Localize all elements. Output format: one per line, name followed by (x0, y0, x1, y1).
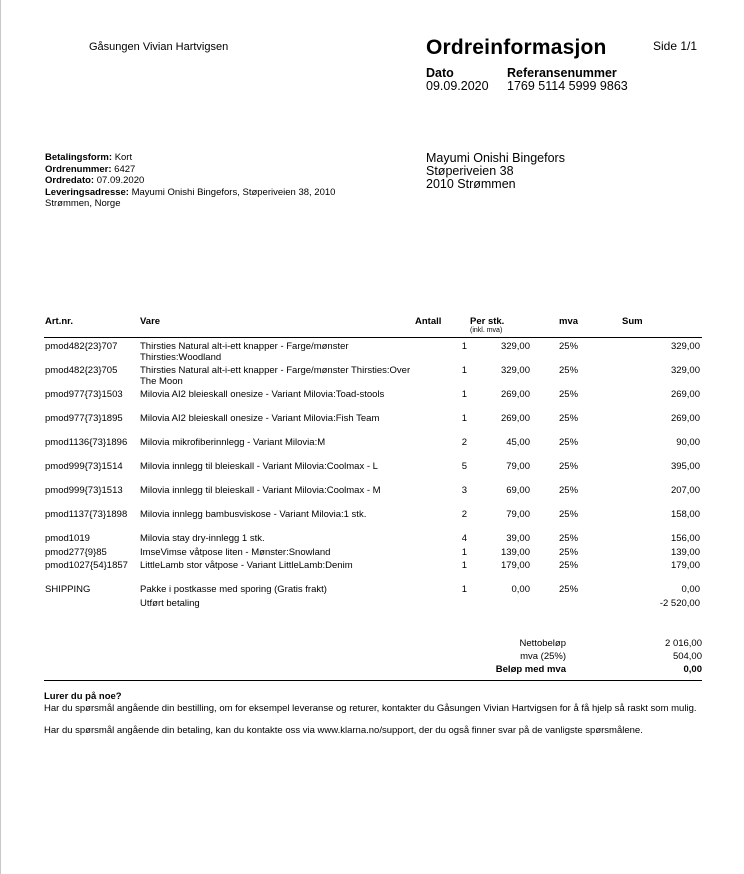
page-number: Side 1/1 (653, 39, 698, 53)
cell-antall: 1 (461, 341, 467, 352)
cell-art: pmod277{9}85 (45, 547, 107, 558)
cell-sum: 0,00 (681, 584, 700, 595)
cell-pris: 329,00 (500, 365, 530, 376)
cell-mva: 25% (559, 509, 579, 520)
cell-sum: 269,00 (670, 389, 700, 400)
amount-due-value: 0,00 (683, 664, 702, 675)
order-lines-table (44, 316, 702, 625)
table-row (44, 390, 702, 414)
header-mva: mva (559, 316, 579, 327)
reference-value: 1769 5114 5999 9863 (507, 79, 628, 93)
cell-pris: 269,00 (500, 389, 530, 400)
cell-pris: 179,00 (500, 560, 530, 571)
cell-sum: 158,00 (670, 509, 700, 520)
header-antall: Antall (415, 316, 442, 327)
order-date-label: Ordredato: (45, 175, 95, 186)
table-row (44, 438, 702, 462)
header-per-stk (469, 316, 532, 338)
page-edge (0, 0, 1, 874)
cell-mva: 25% (559, 341, 579, 352)
cell-art: pmod1019 (45, 533, 90, 544)
cell-pris: 45,00 (506, 437, 530, 448)
cell-sum: 179,00 (670, 560, 700, 571)
cell-antall: 1 (461, 389, 467, 400)
net-amount-value: 2 016,00 (665, 638, 702, 649)
table-row (44, 585, 702, 599)
cell-vare: Milovia innlegg bambusviskose - Variant Milovia:1 stk. (140, 509, 367, 520)
cell-sum: 207,00 (670, 485, 700, 496)
cell-antall: 1 (461, 547, 467, 558)
order-number-label: Ordrenummer: (45, 163, 112, 175)
cell-mva: 25% (559, 413, 579, 424)
cell-antall: 4 (461, 533, 467, 544)
cell-vare: Pakke i postkasse med sporing (Gratis frakt) (140, 584, 327, 595)
paid-value: -2 520,00 (659, 598, 700, 609)
table-row (44, 561, 702, 585)
cell-mva: 25% (559, 584, 579, 595)
cell-mva: 25% (559, 560, 579, 571)
cell-antall: 1 (461, 365, 467, 376)
cell-vare: Milovia AI2 bleieskall onesize - Variant Milovia:Toad-stools (140, 389, 385, 400)
vat-label: mva (25%) (520, 651, 566, 662)
header-vare: Vare (140, 316, 161, 327)
document-title: Ordreinformasjon (426, 36, 607, 59)
cell-sum: 90,00 (676, 437, 700, 448)
cell-pris: 269,00 (500, 413, 530, 424)
cell-art: pmod999{73}1514 (45, 461, 123, 472)
cell-sum: 156,00 (670, 533, 700, 544)
cell-vare: ImseVimse våtpose liten - Mønster:Snowland (140, 547, 331, 558)
paid-row (44, 599, 702, 625)
cell-mva: 25% (559, 389, 579, 400)
cell-sum: 139,00 (670, 547, 700, 558)
payment-label: Betalingsform: (45, 152, 113, 163)
recipient-name: Mayumi Onishi Bingefors (426, 151, 565, 165)
cell-antall: 1 (461, 413, 467, 424)
net-amount-line (400, 637, 702, 650)
cell-antall: 2 (461, 509, 467, 520)
amount-due-line (400, 663, 702, 676)
cell-vare: Thirsties Natural alt-i-ett knapper - Farge/mønster Thirsties:Woodland (140, 341, 349, 363)
cell-sum: 329,00 (670, 341, 700, 352)
table-row (44, 414, 702, 438)
cell-pris: 69,00 (506, 485, 530, 496)
cell-antall: 2 (461, 437, 467, 448)
order-number-value: 6427 (114, 163, 136, 175)
delivery-address-value: Mayumi Onishi Bingefors, Støperiveien 38, 2010 Strømmen, Norge (45, 186, 336, 209)
cell-vare: Milovia innlegg til bleieskall - Variant Milovia:Coolmax - L (140, 461, 378, 472)
reference-label: Referansenummer (507, 66, 617, 80)
footer-heading: Lurer du på noe? (44, 691, 122, 702)
table-row (44, 534, 702, 548)
cell-art: pmod1136{73}1896 (45, 437, 128, 448)
table-row (44, 462, 702, 486)
table-row (44, 510, 702, 534)
cell-vare: LittleLamb stor våtpose - Variant LittleLamb:Denim (140, 560, 353, 571)
cell-mva: 25% (559, 437, 579, 448)
vat-line (400, 650, 702, 663)
cell-vare: Milovia AI2 bleieskall onesize - Variant Milovia:Fish Team (140, 413, 380, 424)
cell-art: pmod999{73}1513 (45, 485, 123, 496)
cell-vare: Milovia mikrofiberinnlegg - Variant Milovia:M (140, 437, 326, 448)
totals (400, 637, 702, 676)
footer (44, 691, 704, 748)
header-per-stk-label: Per stk. (470, 316, 505, 327)
cell-antall: 1 (461, 560, 467, 571)
cell-pris: 79,00 (506, 461, 530, 472)
cell-mva: 25% (559, 461, 579, 472)
cell-art: pmod977{73}1503 (45, 389, 123, 400)
cell-sum: 395,00 (670, 461, 700, 472)
recipient-city: 2010 Strømmen (426, 177, 516, 191)
cell-sum: 269,00 (670, 413, 700, 424)
cell-pris: 79,00 (506, 509, 530, 520)
table-header (44, 316, 702, 338)
recipient-address (426, 152, 565, 191)
header-art-nr: Art.nr. (45, 316, 73, 327)
date-value: 09.09.2020 (426, 79, 489, 93)
vat-value: 504,00 (672, 651, 702, 662)
table-row (44, 338, 702, 367)
totals-divider (44, 680, 702, 681)
cell-art: pmod482{23}707 (45, 341, 118, 352)
company-name: Gåsungen Vivian Hartvigsen (89, 41, 229, 53)
table-row (44, 366, 702, 390)
cell-pris: 0,00 (511, 584, 530, 595)
cell-art: pmod1027{54}1857 (45, 560, 128, 571)
cell-vare: Milovia stay dry-innlegg 1 stk. (140, 533, 265, 544)
cell-sum: 329,00 (670, 365, 700, 376)
cell-antall: 3 (461, 485, 467, 496)
amount-due-label: Beløp med mva (495, 664, 566, 675)
payment-value: Kort (114, 152, 133, 163)
cell-vare: Milovia innlegg til bleieskall - Variant Milovia:Coolmax - M (140, 485, 381, 496)
cell-art: pmod482{23}705 (45, 365, 118, 376)
order-info (45, 152, 385, 210)
date-label: Dato (426, 66, 454, 80)
cell-antall: 1 (461, 584, 467, 595)
cell-mva: 25% (559, 485, 579, 496)
paid-label: Utført betaling (140, 598, 200, 609)
cell-mva: 25% (559, 533, 579, 544)
header-per-stk-sub: (inkl. mva) (470, 327, 503, 334)
cell-vare: Thirsties Natural alt-i-ett knapper - Farge/mønster Thirsties:Over The Moon (140, 365, 411, 387)
header-sum: Sum (622, 316, 643, 327)
cell-pris: 139,00 (500, 547, 530, 558)
cell-pris: 39,00 (506, 533, 530, 544)
footer-payment-help: Har du spørsmål angående din betaling, kan du kontakte oss via www.klarna.no/support, der du også finner svar på de vanligste spørsmålene. (44, 725, 643, 736)
cell-mva: 25% (559, 365, 579, 376)
recipient-street: Støperiveien 38 (426, 164, 514, 178)
cell-art: SHIPPING (45, 584, 91, 595)
table-row (44, 486, 702, 510)
footer-order-help: Har du spørsmål angående din bestilling, om for eksempel leveranse og returer, kontakter du Gåsungen Vivian Hartvigsen for å få hjelp så raskt som mulig. (44, 702, 697, 714)
cell-pris: 329,00 (500, 341, 530, 352)
order-date-value: 07.09.2020 (96, 175, 145, 186)
net-amount-label: Nettobeløp (519, 638, 566, 649)
delivery-address-label: Leveringsadresse: (45, 186, 129, 198)
cell-antall: 5 (461, 461, 467, 472)
cell-art: pmod977{73}1895 (45, 413, 123, 424)
cell-art: pmod1137{73}1898 (45, 509, 128, 520)
cell-mva: 25% (559, 547, 579, 558)
